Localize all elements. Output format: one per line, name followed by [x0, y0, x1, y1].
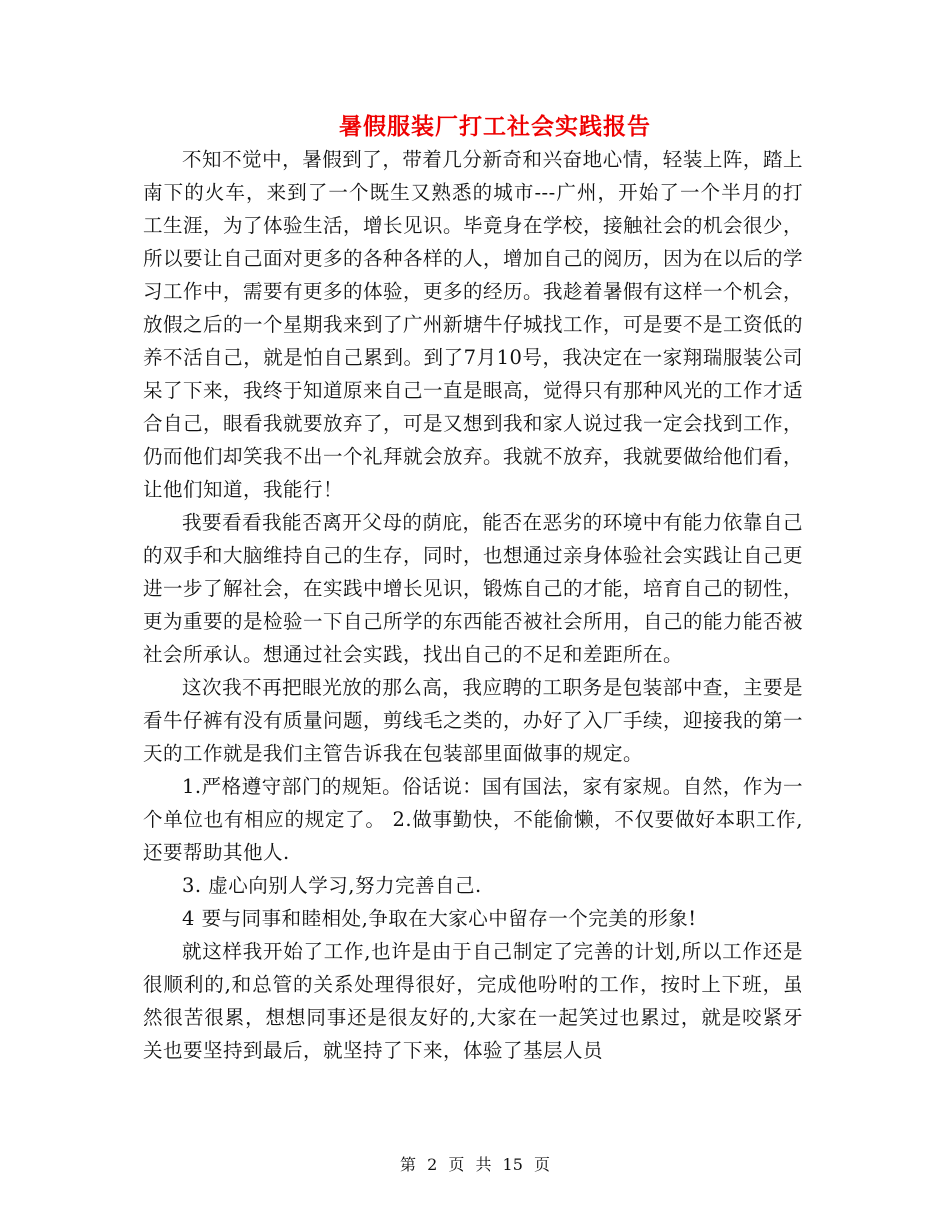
rule-item-4: 4 要与同事和睦相处,争取在大家心中留存一个完美的形象! — [182, 907, 697, 930]
page-footer: 第 2 页 共 15 页 — [400, 1155, 550, 1174]
paragraph-2: 我要看看我能否离开父母的荫庇，能否在恶劣的环境中有能力依靠自己的双手和大脑维持自己的生存，同时，也想通过亲身体验社会实践让自己更进一步了解社会，在实践中增长见识，锻炼自己的才能，培育自己的韧性，更为重要的是检验一下自己所学的东西能否被社会所用，自己的能力能否被社会所承认。想通过社会实践，找出自己的不足和差距所在。 — [143, 511, 804, 666]
rule-item-3: 3. 虚心向别人学习,努力完善自己. — [182, 874, 482, 897]
paragraph-3: 这次我不再把眼光放的那么高，我应聘的工职务是包装部中查，主要是看牛仔裤有没有质量问题，剪线毛之类的，办好了入厂手续，迎接我的第一天的工作就是我们主管告诉我在包装部里面做事的规定。 — [143, 676, 804, 765]
document-title: 暑假服装厂打工社会实践报告 — [339, 113, 651, 140]
rule-item-1-2: 1.严格遵守部门的规矩。俗话说：国有国法，家有家规。自然，作为一个单位也有相应的规定了。 2.做事勤快，不能偷懒，不仅要做好本职工作,还要帮助其他人. — [143, 775, 803, 864]
paragraph-1: 不知不觉中，暑假到了，带着几分新奇和兴奋地心情，轻装上阵，踏上南下的火车，来到了一个既生又熟悉的城市---广州，开始了一个半月的打工生涯，为了体验生活，增长见识。毕竟身在学校，接触社会的机会很少，所以要让自己面对更多的各种各样的人，增加自己的阅历，因为在以后的学习工作中，需要有更多的体验，更多的经历。我趁着暑假有这样一个机会，放假之后的一个星期我来到了广州新塘牛仔城找工作，可是要不是工资低的养不活自己，就是怕自己累到。到了7月10号，我决定在一家翔瑞服装公司呆了下来，我终于知道原来自己一直是眼高，觉得只有那种风光的工作才适合自己，眼看我就要放弃了，可是又想到我和家人说过我一定会找到工作，仍而他们却笑我不出一个礼拜就会放弃。我就不放弃，我就要做给他们看，让他们知道，我能行！ — [143, 148, 804, 501]
paragraph-7: 就这样我开始了工作,也许是由于自己制定了完善的计划,所以工作还是很顺利的,和总管的关系处理得很好，完成他吩咐的工作，按时上下班，虽然很苦很累，想想同事还是很友好的,大家在一起笑过也累过，就是咬紧牙关也要坚持到最后，就坚持了下来，体验了基层人员 — [143, 940, 803, 1062]
document-body — [143, 143, 803, 1067]
